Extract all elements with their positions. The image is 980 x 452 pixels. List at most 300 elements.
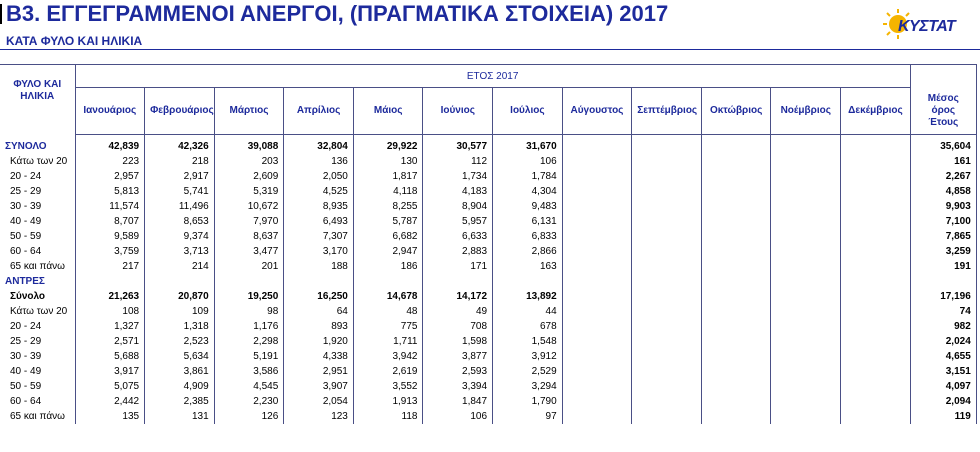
label-column-header: ΦΥΛΟ ΚΑΙ ΗΛΙΚΙΑ bbox=[0, 65, 75, 135]
month-value: 2,442 bbox=[75, 394, 145, 409]
month-header: Απρίλιος bbox=[284, 88, 354, 135]
month-header: Φεβρουάριος bbox=[145, 88, 215, 135]
month-value: 5,634 bbox=[145, 349, 215, 364]
logo-text: ΚΥΣΤΑΤ bbox=[898, 18, 956, 35]
month-value: 131 bbox=[145, 409, 215, 424]
month-value: 29,922 bbox=[353, 139, 423, 154]
month-value: 1,548 bbox=[493, 334, 563, 349]
month-value: 2,883 bbox=[423, 244, 493, 259]
month-value: 2,917 bbox=[145, 169, 215, 184]
year-header-blank bbox=[910, 65, 976, 88]
month-value: 4,545 bbox=[214, 379, 284, 394]
month-value bbox=[562, 319, 632, 334]
month-value bbox=[562, 244, 632, 259]
month-header: Μάρτιος bbox=[214, 88, 284, 135]
average-value: 7,100 bbox=[910, 214, 976, 229]
cystat-logo bbox=[876, 6, 976, 42]
month-value: 4,525 bbox=[284, 184, 354, 199]
month-value: 16,250 bbox=[284, 289, 354, 304]
month-value: 8,255 bbox=[353, 199, 423, 214]
month-value bbox=[771, 319, 841, 334]
month-value: 13,892 bbox=[493, 289, 563, 304]
month-header-row bbox=[0, 88, 976, 135]
month-value bbox=[841, 379, 911, 394]
month-value: 171 bbox=[423, 259, 493, 274]
table-row bbox=[0, 364, 976, 379]
month-value: 2,050 bbox=[284, 169, 354, 184]
month-value bbox=[771, 364, 841, 379]
month-value bbox=[493, 274, 563, 289]
month-value bbox=[841, 394, 911, 409]
month-value bbox=[562, 274, 632, 289]
month-value: 135 bbox=[75, 409, 145, 424]
month-value bbox=[214, 274, 284, 289]
month-value: 708 bbox=[423, 319, 493, 334]
month-value: 5,319 bbox=[214, 184, 284, 199]
month-value bbox=[701, 334, 771, 349]
row-label: 30 - 39 bbox=[10, 201, 42, 212]
month-value bbox=[562, 379, 632, 394]
month-value bbox=[632, 304, 702, 319]
month-value bbox=[771, 214, 841, 229]
average-value: 3,151 bbox=[910, 364, 976, 379]
month-value: 1,734 bbox=[423, 169, 493, 184]
month-value: 8,904 bbox=[423, 199, 493, 214]
month-value: 130 bbox=[353, 154, 423, 169]
month-value: 2,385 bbox=[145, 394, 215, 409]
row-label: 60 - 64 bbox=[10, 396, 42, 407]
month-value bbox=[841, 334, 911, 349]
month-value: 108 bbox=[75, 304, 145, 319]
month-value bbox=[841, 304, 911, 319]
month-value bbox=[562, 169, 632, 184]
table-row bbox=[0, 379, 976, 394]
month-value bbox=[701, 154, 771, 169]
month-value bbox=[353, 274, 423, 289]
row-label: ΣΥΝΟΛΟ bbox=[5, 141, 47, 152]
month-value: 7,307 bbox=[284, 229, 354, 244]
average-value: 2,094 bbox=[910, 394, 976, 409]
month-header: Ιανουάριος bbox=[75, 88, 145, 135]
month-value: 3,394 bbox=[423, 379, 493, 394]
month-value: 1,318 bbox=[145, 319, 215, 334]
month-value: 186 bbox=[353, 259, 423, 274]
month-value: 97 bbox=[493, 409, 563, 424]
average-value: 3,259 bbox=[910, 244, 976, 259]
month-value bbox=[562, 184, 632, 199]
month-value: 109 bbox=[145, 304, 215, 319]
month-value bbox=[701, 169, 771, 184]
month-header: Νοέμβριος bbox=[771, 88, 841, 135]
month-value: 6,682 bbox=[353, 229, 423, 244]
month-value: 3,586 bbox=[214, 364, 284, 379]
month-value bbox=[562, 214, 632, 229]
month-value bbox=[562, 409, 632, 424]
month-value bbox=[841, 364, 911, 379]
average-value: 17,196 bbox=[910, 289, 976, 304]
month-value bbox=[771, 334, 841, 349]
row-label: 40 - 49 bbox=[10, 216, 42, 227]
month-value bbox=[841, 259, 911, 274]
month-value: 11,574 bbox=[75, 199, 145, 214]
month-value: 49 bbox=[423, 304, 493, 319]
month-value bbox=[632, 364, 702, 379]
month-value: 2,957 bbox=[75, 169, 145, 184]
month-value bbox=[632, 289, 702, 304]
month-value: 3,907 bbox=[284, 379, 354, 394]
month-value bbox=[771, 184, 841, 199]
month-value bbox=[841, 229, 911, 244]
year-header: ΕΤΟΣ 2017 bbox=[75, 65, 910, 88]
month-value: 112 bbox=[423, 154, 493, 169]
average-value: 4,655 bbox=[910, 349, 976, 364]
month-value: 2,619 bbox=[353, 364, 423, 379]
month-value: 3,552 bbox=[353, 379, 423, 394]
month-value bbox=[701, 364, 771, 379]
month-value: 1,817 bbox=[353, 169, 423, 184]
month-value bbox=[841, 319, 911, 334]
average-value: 191 bbox=[910, 259, 976, 274]
month-value bbox=[771, 229, 841, 244]
month-value: 678 bbox=[493, 319, 563, 334]
table-row bbox=[0, 349, 976, 364]
month-value: 2,523 bbox=[145, 334, 215, 349]
month-value: 9,589 bbox=[75, 229, 145, 244]
month-value bbox=[75, 274, 145, 289]
month-value bbox=[632, 334, 702, 349]
month-value: 14,172 bbox=[423, 289, 493, 304]
month-value: 118 bbox=[353, 409, 423, 424]
month-value: 14,678 bbox=[353, 289, 423, 304]
month-value: 64 bbox=[284, 304, 354, 319]
month-header: Σεπτέμβριος bbox=[632, 88, 702, 135]
month-value: 893 bbox=[284, 319, 354, 334]
month-value bbox=[701, 259, 771, 274]
table-row bbox=[0, 394, 976, 409]
average-value: 9,903 bbox=[910, 199, 976, 214]
page-title: Β3. ΕΓΓΕΓΡΑΜΜΕΝΟΙ ΑΝΕΡΓΟΙ, (ΠΡΑΓΜΑΤΙΚΑ ΣΤΟΙΧΕΙΑ) 2017 bbox=[6, 1, 669, 26]
month-value bbox=[562, 394, 632, 409]
row-label: 65 και πάνω bbox=[10, 261, 65, 272]
row-label: 65 και πάνω bbox=[10, 411, 65, 422]
month-value: 8,637 bbox=[214, 229, 284, 244]
month-value: 188 bbox=[284, 259, 354, 274]
month-value bbox=[701, 304, 771, 319]
month-value: 2,529 bbox=[493, 364, 563, 379]
month-value bbox=[562, 304, 632, 319]
month-value: 1,913 bbox=[353, 394, 423, 409]
month-value bbox=[701, 379, 771, 394]
title-divider bbox=[0, 49, 980, 50]
month-value bbox=[632, 394, 702, 409]
row-label: 60 - 64 bbox=[10, 246, 42, 257]
page-subtitle: ΚΑΤΑ ΦΥΛΟ ΚΑΙ ΗΛΙΚΙΑ bbox=[6, 34, 143, 48]
month-value: 1,327 bbox=[75, 319, 145, 334]
month-value: 6,131 bbox=[493, 214, 563, 229]
month-value bbox=[771, 259, 841, 274]
month-value: 3,170 bbox=[284, 244, 354, 259]
average-value: 74 bbox=[910, 304, 976, 319]
average-value: 982 bbox=[910, 319, 976, 334]
unemployment-table bbox=[0, 64, 977, 424]
month-value: 5,813 bbox=[75, 184, 145, 199]
month-value: 8,653 bbox=[145, 214, 215, 229]
month-value: 11,496 bbox=[145, 199, 215, 214]
month-value: 5,741 bbox=[145, 184, 215, 199]
average-value: 4,858 bbox=[910, 184, 976, 199]
month-value: 4,304 bbox=[493, 184, 563, 199]
month-value bbox=[841, 349, 911, 364]
month-value bbox=[771, 289, 841, 304]
month-value bbox=[841, 199, 911, 214]
month-value bbox=[701, 229, 771, 244]
month-value bbox=[632, 229, 702, 244]
month-value: 2,571 bbox=[75, 334, 145, 349]
month-value bbox=[841, 169, 911, 184]
average-value: 2,267 bbox=[910, 169, 976, 184]
month-value bbox=[632, 409, 702, 424]
month-value bbox=[701, 139, 771, 154]
month-value bbox=[632, 169, 702, 184]
month-header: Δεκέμβριος bbox=[841, 88, 911, 135]
month-header: Αύγουστος bbox=[562, 88, 632, 135]
month-value: 30,577 bbox=[423, 139, 493, 154]
month-value bbox=[632, 379, 702, 394]
month-value: 2,054 bbox=[284, 394, 354, 409]
month-value: 203 bbox=[214, 154, 284, 169]
month-value: 1,784 bbox=[493, 169, 563, 184]
month-value: 2,866 bbox=[493, 244, 563, 259]
month-value bbox=[562, 229, 632, 244]
month-value: 6,493 bbox=[284, 214, 354, 229]
month-value: 126 bbox=[214, 409, 284, 424]
month-value bbox=[701, 289, 771, 304]
month-value bbox=[632, 319, 702, 334]
month-value bbox=[701, 184, 771, 199]
month-value: 218 bbox=[145, 154, 215, 169]
table-row bbox=[0, 304, 976, 319]
month-value: 3,713 bbox=[145, 244, 215, 259]
month-value: 223 bbox=[75, 154, 145, 169]
month-value: 3,917 bbox=[75, 364, 145, 379]
average-value: 161 bbox=[910, 154, 976, 169]
month-value bbox=[701, 394, 771, 409]
month-value: 20,870 bbox=[145, 289, 215, 304]
month-value bbox=[771, 154, 841, 169]
average-value: 2,024 bbox=[910, 334, 976, 349]
month-value bbox=[562, 289, 632, 304]
month-value bbox=[701, 244, 771, 259]
month-value: 3,912 bbox=[493, 349, 563, 364]
month-value: 775 bbox=[353, 319, 423, 334]
month-value bbox=[701, 274, 771, 289]
month-value: 9,483 bbox=[493, 199, 563, 214]
month-value bbox=[841, 184, 911, 199]
month-value bbox=[771, 304, 841, 319]
month-value: 3,477 bbox=[214, 244, 284, 259]
month-value: 8,935 bbox=[284, 199, 354, 214]
month-value: 2,593 bbox=[423, 364, 493, 379]
average-value: 119 bbox=[910, 409, 976, 424]
month-value: 1,847 bbox=[423, 394, 493, 409]
month-value: 106 bbox=[493, 154, 563, 169]
month-value: 4,183 bbox=[423, 184, 493, 199]
row-label: 30 - 39 bbox=[10, 351, 42, 362]
table-row bbox=[0, 334, 976, 349]
row-label: 50 - 59 bbox=[10, 231, 42, 242]
row-label: Κάτω των 20 bbox=[10, 156, 68, 167]
month-value: 2,230 bbox=[214, 394, 284, 409]
row-label: ΑΝΤΡΕΣ bbox=[5, 276, 45, 287]
month-value: 4,909 bbox=[145, 379, 215, 394]
month-value bbox=[771, 199, 841, 214]
month-value: 4,338 bbox=[284, 349, 354, 364]
month-value bbox=[632, 244, 702, 259]
month-value: 3,861 bbox=[145, 364, 215, 379]
month-value bbox=[145, 274, 215, 289]
month-value: 5,787 bbox=[353, 214, 423, 229]
month-value bbox=[562, 334, 632, 349]
month-value: 44 bbox=[493, 304, 563, 319]
table-row bbox=[0, 169, 976, 184]
month-value bbox=[771, 274, 841, 289]
month-value bbox=[701, 349, 771, 364]
table-row bbox=[0, 409, 976, 424]
month-value: 39,088 bbox=[214, 139, 284, 154]
month-value: 1,598 bbox=[423, 334, 493, 349]
month-value bbox=[771, 169, 841, 184]
table-body bbox=[0, 135, 976, 425]
table-row bbox=[0, 319, 976, 334]
month-value: 2,947 bbox=[353, 244, 423, 259]
month-value: 1,176 bbox=[214, 319, 284, 334]
month-value bbox=[632, 154, 702, 169]
month-value bbox=[771, 394, 841, 409]
month-value: 136 bbox=[284, 154, 354, 169]
month-value bbox=[284, 274, 354, 289]
month-value: 106 bbox=[423, 409, 493, 424]
month-value bbox=[841, 274, 911, 289]
month-value bbox=[562, 139, 632, 154]
month-value bbox=[632, 139, 702, 154]
table-row bbox=[0, 229, 976, 244]
month-value bbox=[632, 274, 702, 289]
month-value bbox=[632, 199, 702, 214]
month-value bbox=[771, 409, 841, 424]
month-value: 3,877 bbox=[423, 349, 493, 364]
total-row bbox=[0, 139, 976, 154]
average-value: 35,604 bbox=[910, 139, 976, 154]
month-value: 10,672 bbox=[214, 199, 284, 214]
month-value bbox=[423, 274, 493, 289]
month-header: Ιούνιος bbox=[423, 88, 493, 135]
month-value: 1,920 bbox=[284, 334, 354, 349]
month-value bbox=[701, 319, 771, 334]
average-value bbox=[910, 274, 976, 289]
month-value bbox=[771, 139, 841, 154]
month-header: Μάιος bbox=[353, 88, 423, 135]
month-value: 201 bbox=[214, 259, 284, 274]
month-value bbox=[632, 259, 702, 274]
month-value bbox=[701, 199, 771, 214]
month-value: 48 bbox=[353, 304, 423, 319]
row-label: Κάτω των 20 bbox=[10, 306, 68, 317]
month-value: 42,839 bbox=[75, 139, 145, 154]
row-label: 50 - 59 bbox=[10, 381, 42, 392]
month-value bbox=[771, 379, 841, 394]
row-label: 20 - 24 bbox=[10, 171, 42, 182]
month-value bbox=[841, 244, 911, 259]
total-row bbox=[0, 289, 976, 304]
table-row bbox=[0, 154, 976, 169]
month-value bbox=[841, 139, 911, 154]
month-value: 6,633 bbox=[423, 229, 493, 244]
month-value bbox=[562, 199, 632, 214]
month-value: 42,326 bbox=[145, 139, 215, 154]
month-value: 6,833 bbox=[493, 229, 563, 244]
text-cursor bbox=[0, 4, 2, 24]
month-value: 21,263 bbox=[75, 289, 145, 304]
month-value: 214 bbox=[145, 259, 215, 274]
average-header: Μέσος όρος Έτους bbox=[910, 88, 976, 135]
month-value: 8,707 bbox=[75, 214, 145, 229]
month-value: 163 bbox=[493, 259, 563, 274]
average-value: 4,097 bbox=[910, 379, 976, 394]
month-value: 5,957 bbox=[423, 214, 493, 229]
average-value: 7,865 bbox=[910, 229, 976, 244]
month-value bbox=[701, 214, 771, 229]
month-value bbox=[771, 244, 841, 259]
row-label: 20 - 24 bbox=[10, 321, 42, 332]
month-value: 98 bbox=[214, 304, 284, 319]
month-value: 31,670 bbox=[493, 139, 563, 154]
section-header-row bbox=[0, 274, 976, 289]
month-header: Οκτώβριος bbox=[701, 88, 771, 135]
month-value: 1,790 bbox=[493, 394, 563, 409]
month-value: 3,759 bbox=[75, 244, 145, 259]
month-value bbox=[562, 364, 632, 379]
month-value bbox=[841, 154, 911, 169]
month-value: 7,970 bbox=[214, 214, 284, 229]
month-value: 19,250 bbox=[214, 289, 284, 304]
month-value: 5,075 bbox=[75, 379, 145, 394]
table-row bbox=[0, 184, 976, 199]
month-value bbox=[771, 349, 841, 364]
month-value: 4,118 bbox=[353, 184, 423, 199]
row-label: Σύνολο bbox=[10, 291, 46, 302]
month-value: 2,298 bbox=[214, 334, 284, 349]
month-value bbox=[841, 409, 911, 424]
month-value: 3,942 bbox=[353, 349, 423, 364]
month-value bbox=[841, 214, 911, 229]
month-value: 2,609 bbox=[214, 169, 284, 184]
month-value: 123 bbox=[284, 409, 354, 424]
month-value: 217 bbox=[75, 259, 145, 274]
month-value bbox=[632, 349, 702, 364]
month-value: 5,688 bbox=[75, 349, 145, 364]
row-label: 25 - 29 bbox=[10, 336, 42, 347]
month-value bbox=[701, 409, 771, 424]
month-value: 9,374 bbox=[145, 229, 215, 244]
table-row bbox=[0, 214, 976, 229]
month-header: Ιούλιος bbox=[493, 88, 563, 135]
month-value: 3,294 bbox=[493, 379, 563, 394]
table-row bbox=[0, 199, 976, 214]
month-value bbox=[562, 154, 632, 169]
month-value: 2,951 bbox=[284, 364, 354, 379]
month-value bbox=[562, 259, 632, 274]
month-value bbox=[632, 214, 702, 229]
